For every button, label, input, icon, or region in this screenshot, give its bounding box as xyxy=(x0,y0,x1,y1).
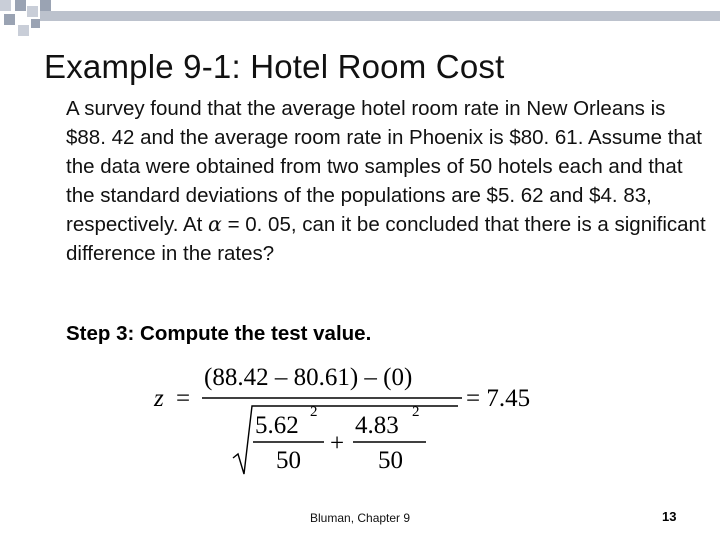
term2-exponent: 2 xyxy=(412,404,420,420)
deco-bar xyxy=(40,11,720,21)
term2-base: 4.83 xyxy=(355,412,399,439)
problem-statement xyxy=(66,94,706,268)
deco-square xyxy=(15,0,26,11)
term2-denominator: 50 xyxy=(378,447,403,474)
problem-text-part1: A survey found that the average hotel room rate in New Orleans is $88. 42 and the average room rate in Phoenix is $80. 61. Assume that the data were obtained from two samples of 50 hotels each and that the standard deviations of the populations are $5. 62 and $4. 83, respectively. At xyxy=(66,97,702,236)
numerator: (88.42 – 80.61) – (0) xyxy=(204,364,413,391)
deco-square xyxy=(18,25,29,36)
footer-source: Bluman, Chapter 9 xyxy=(310,511,411,525)
z-formula xyxy=(140,356,560,486)
header-decoration xyxy=(0,0,720,50)
deco-square xyxy=(27,6,38,17)
problem-text-part2: = 0. 05, can it be concluded that there is a significant difference in the rates? xyxy=(66,213,706,265)
deco-square xyxy=(31,19,40,28)
term1-denominator: 50 xyxy=(276,447,301,474)
deco-square xyxy=(40,0,51,11)
step-heading: Step 3: Compute the test value. xyxy=(66,322,372,345)
term1-base: 5.62 xyxy=(255,412,299,439)
alpha-symbol: α xyxy=(208,212,222,236)
term1-exponent: 2 xyxy=(310,404,318,420)
result-value: = 7.45 xyxy=(466,385,531,412)
slide-title: Example 9-1: Hotel Room Cost xyxy=(44,48,505,85)
z-variable: z xyxy=(154,385,164,412)
deco-square xyxy=(4,14,15,25)
equals-sign: = xyxy=(176,385,191,412)
deco-square xyxy=(0,0,11,11)
page-number: 13 xyxy=(662,509,677,524)
plus-sign: + xyxy=(330,430,345,457)
